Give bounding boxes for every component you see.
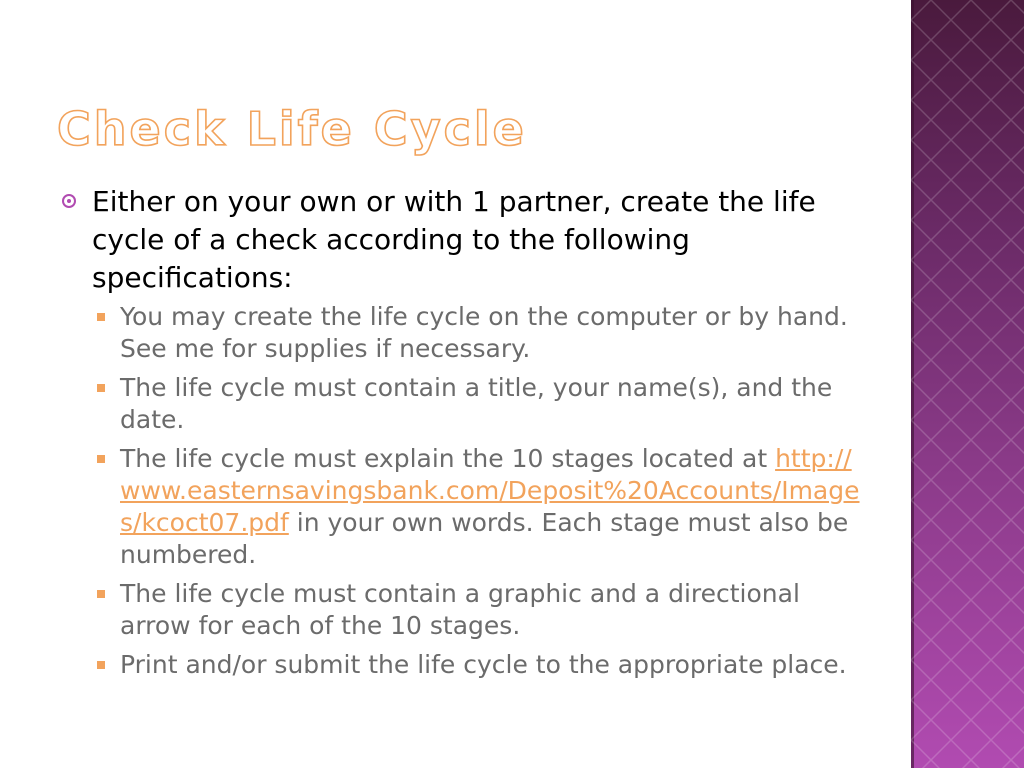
sub-bullet-text: You may create the life cycle on the computer or by hand. See me for supplies if necessary. bbox=[120, 302, 848, 363]
square-bullet-icon bbox=[97, 455, 105, 463]
square-bullet-icon bbox=[97, 313, 105, 321]
square-bullet-icon bbox=[97, 384, 105, 392]
sub-bullet-text-before-link: The life cycle must explain the 10 stages located at bbox=[120, 444, 776, 473]
decorative-side-band bbox=[911, 0, 1024, 768]
circle-dot-icon bbox=[62, 194, 76, 208]
sub-bullet-text: Print and/or submit the life cycle to the appropriate place. bbox=[120, 650, 847, 679]
sub-bullet-3 bbox=[97, 443, 862, 571]
main-bullet bbox=[62, 183, 862, 297]
stages-pdf-link[interactable]: http://www.easternsavingsbank.com/Deposit%20Accounts/Images/kcoct07.pdf bbox=[120, 444, 860, 537]
slide-content bbox=[62, 183, 862, 688]
sub-bullet-text: The life cycle must contain a graphic and a directional arrow for each of the 10 stages. bbox=[120, 579, 800, 640]
square-bullet-icon bbox=[97, 590, 105, 598]
sub-bullet-text-after-link: in your own words. Each stage must also be numbered. bbox=[120, 508, 849, 569]
sub-bullet-1 bbox=[97, 301, 862, 365]
diamond-pattern bbox=[911, 0, 1024, 768]
slide-title: Check Life Cycle bbox=[57, 102, 527, 156]
square-bullet-icon bbox=[97, 661, 105, 669]
sub-bullet-5 bbox=[97, 649, 862, 681]
sub-bullet-list bbox=[97, 301, 862, 681]
sub-bullet-4 bbox=[97, 578, 862, 642]
main-bullet-text: Either on your own or with 1 partner, create the life cycle of a check according to the following specifications: bbox=[92, 185, 816, 294]
sub-bullet-2 bbox=[97, 372, 862, 436]
sub-bullet-text: The life cycle must contain a title, your name(s), and the date. bbox=[120, 373, 833, 434]
